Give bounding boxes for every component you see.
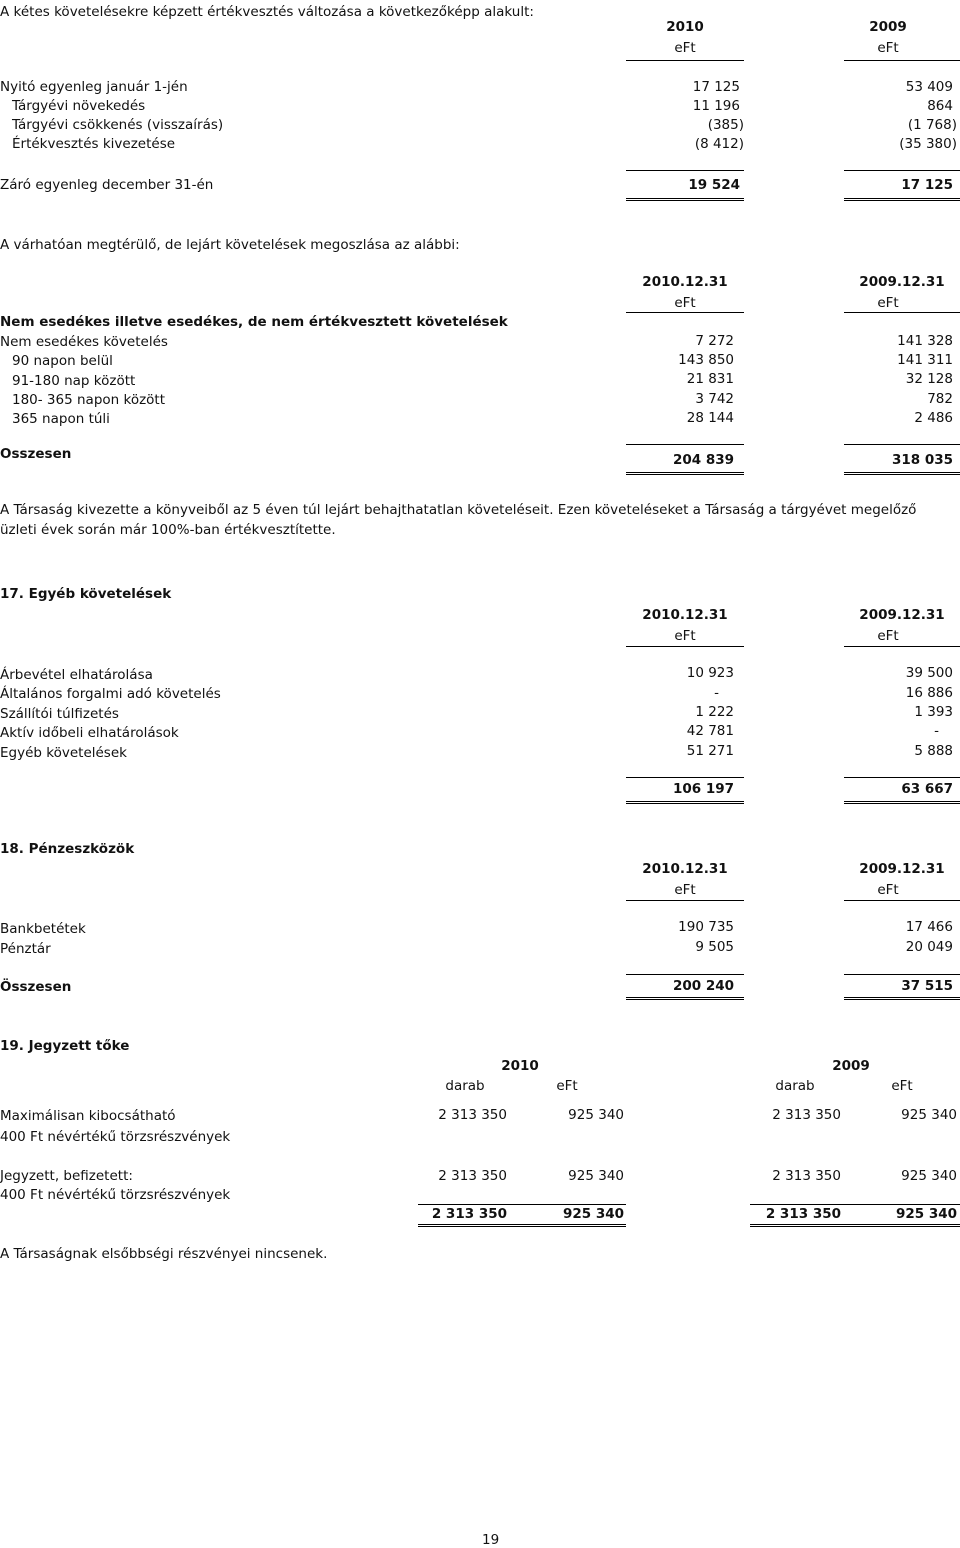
s4-title: 18. Pénzeszközök — [0, 841, 135, 857]
s4-header-rule-1 — [626, 900, 744, 901]
total-darab-2010: 2 313 350 — [431, 1206, 507, 1222]
total-2009: 63 667 — [901, 781, 953, 797]
row-label: Egyéb követelések — [0, 745, 127, 761]
s5-header-darab-2009: darab — [775, 1078, 815, 1094]
s4-double-rule-2 — [844, 997, 960, 1000]
value-2009: 20 049 — [905, 939, 953, 955]
value-2010: 7 272 — [695, 333, 734, 349]
row-label: Árbevétel elhatárolása — [0, 667, 153, 683]
s3-unit-2: eFt — [877, 628, 899, 644]
s5-year-2009: 2009 — [832, 1058, 870, 1074]
s4-double-rule-1 — [626, 997, 744, 1000]
s2-header-rule-1 — [626, 312, 744, 313]
s2-note-line-1: A Társaság kivezette a könyveiből az 5 éven túl lejárt behajthatatlan követeléseit. Ezen követeléseket a Társaság a tárgyévet megelőző — [0, 502, 917, 518]
value-2009: (1 768) — [907, 117, 957, 133]
s5-double-rule-2010 — [418, 1224, 626, 1227]
value-2010: (385) — [707, 117, 744, 133]
s1-header-rule-1 — [626, 60, 744, 61]
row-label-sub: 400 Ft névértékű törzsrészvények — [0, 1187, 231, 1203]
value-2009: 32 128 — [905, 371, 953, 387]
value-2010: 143 850 — [678, 352, 734, 368]
value-2009: 141 328 — [897, 333, 953, 349]
value-2010: 1 222 — [695, 704, 734, 720]
row-label: Szállítói túlfizetés — [0, 706, 119, 722]
darab-2009: 2 313 350 — [772, 1168, 841, 1184]
row-label: Általános forgalmi adó követelés — [0, 686, 221, 702]
s1-year-2010: 2010 — [666, 19, 704, 35]
s1-total-rule-1 — [626, 170, 744, 171]
s5-title: 19. Jegyzett tőke — [0, 1038, 130, 1054]
s5-total-rule-2010 — [418, 1204, 626, 1205]
s5-note: A Társaságnak elsőbbségi részvényei nincsenek. — [0, 1246, 328, 1262]
row-label: Bankbetétek — [0, 921, 86, 937]
s4-header-rule-2 — [844, 900, 960, 901]
row-label: Nem esedékes követelés — [0, 334, 168, 350]
value-2009: 864 — [927, 98, 953, 114]
total-label: Osszesen — [0, 446, 72, 462]
s5-year-2010: 2010 — [501, 1058, 539, 1074]
s1-intro: A kétes követelésekre képzett értékvesztés változása a következőképp alakult: — [0, 4, 534, 20]
s1-header-rule-2 — [844, 60, 960, 61]
row-label: Jegyzett, befizetett: — [0, 1168, 133, 1184]
total-2009: 37 515 — [901, 978, 953, 994]
value-2010: 42 781 — [686, 723, 734, 739]
row-label: 91-180 nap között — [12, 373, 136, 389]
s4-unit-2: eFt — [877, 882, 899, 898]
s4-unit-1: eFt — [674, 882, 696, 898]
row-label: Tárgyévi csökkenés (visszaírás) — [12, 117, 224, 133]
total-label: Összesen — [0, 979, 72, 995]
row-label: 365 napon túli — [12, 411, 110, 427]
total-2010: 106 197 — [672, 781, 734, 797]
value-2009: 17 466 — [905, 919, 953, 935]
total-darab-2009: 2 313 350 — [765, 1206, 841, 1222]
value-2010: 9 505 — [695, 939, 734, 955]
value-2010: 17 125 — [692, 79, 740, 95]
total-2009: 17 125 — [901, 177, 953, 193]
s1-total-rule-2 — [844, 170, 960, 171]
s3-header-rule-2 — [844, 646, 960, 647]
eft-2010: 925 340 — [568, 1107, 624, 1123]
s3-title: 17. Egyéb követelések — [0, 586, 172, 602]
total-2010: 19 524 — [688, 177, 740, 193]
value-2010: 190 735 — [678, 919, 734, 935]
row-label: 180- 365 napon között — [12, 392, 166, 408]
value-2009: (35 380) — [899, 136, 957, 152]
value-2010: 10 923 — [686, 665, 734, 681]
s2-intro: A várhatóan megtérülő, de lejárt követelések megoszlása az alábbi: — [0, 237, 460, 253]
darab-2010: 2 313 350 — [438, 1107, 507, 1123]
total-eft-2010: 925 340 — [562, 1206, 624, 1222]
s2-total-rule-2 — [844, 444, 960, 445]
s1-year-2009: 2009 — [869, 19, 907, 35]
value-2010: - — [714, 685, 719, 701]
value-2009: 16 886 — [905, 685, 953, 701]
row-label-sub: 400 Ft névértékű törzsrészvények — [0, 1129, 231, 1145]
row-label: Aktív időbeli elhatárolások — [0, 725, 179, 741]
value-2009: 2 486 — [914, 410, 953, 426]
s3-double-rule-1 — [626, 801, 744, 804]
row-label: Pénztár — [0, 941, 51, 957]
eft-2009: 925 340 — [901, 1107, 957, 1123]
s1-unit-1: eFt — [674, 40, 696, 56]
value-2009: 1 393 — [914, 704, 953, 720]
s3-header-rule-1 — [626, 646, 744, 647]
s2-date-2010: 2010.12.31 — [642, 274, 728, 290]
total-2010: 200 240 — [672, 978, 734, 994]
s5-header-darab-2010: darab — [445, 1078, 485, 1094]
total-eft-2009: 925 340 — [895, 1206, 957, 1222]
value-2010: 11 196 — [692, 98, 740, 114]
row-label: Értékvesztés kivezetése — [12, 136, 176, 152]
total-2010: 204 839 — [672, 452, 734, 468]
s4-total-rule-2 — [844, 974, 960, 975]
s3-date-2009: 2009.12.31 — [859, 607, 945, 623]
s2-total-rule-1 — [626, 444, 744, 445]
s5-header-eft-2010: eFt — [556, 1078, 578, 1094]
s2-double-rule-1 — [626, 472, 744, 475]
eft-2010: 925 340 — [568, 1168, 624, 1184]
s2-unit-1: eFt — [674, 295, 696, 311]
s3-unit-1: eFt — [674, 628, 696, 644]
total-label: Záró egyenleg december 31-én — [0, 177, 214, 193]
value-2009: 39 500 — [905, 665, 953, 681]
s2-date-2009: 2009.12.31 — [859, 274, 945, 290]
value-2009: 53 409 — [905, 79, 953, 95]
s2-note-line-2: üzleti évek során már 100%-ban értékvesztítette. — [0, 522, 336, 538]
darab-2009: 2 313 350 — [772, 1107, 841, 1123]
s4-date-2009: 2009.12.31 — [859, 861, 945, 877]
value-2009: 782 — [927, 391, 953, 407]
value-2009: - — [934, 723, 939, 739]
total-2009: 318 035 — [891, 452, 953, 468]
row-label: Nyitó egyenleg január 1-jén — [0, 79, 188, 95]
s1-unit-2: eFt — [877, 40, 899, 56]
s3-total-rule-1 — [626, 777, 744, 778]
s2-double-rule-2 — [844, 472, 960, 475]
s5-double-rule-2009 — [750, 1224, 960, 1227]
row-label: Tárgyévi növekedés — [12, 98, 146, 114]
value-2010: (8 412) — [694, 136, 744, 152]
s1-double-rule-1 — [626, 198, 744, 201]
s4-total-rule-1 — [626, 974, 744, 975]
row-label: 90 napon belül — [12, 353, 113, 369]
s1-double-rule-2 — [844, 198, 960, 201]
value-2009: 5 888 — [914, 743, 953, 759]
darab-2010: 2 313 350 — [438, 1168, 507, 1184]
value-2010: 51 271 — [686, 743, 734, 759]
value-2010: 21 831 — [686, 371, 734, 387]
row-label: Maximálisan kibocsátható — [0, 1108, 176, 1124]
s5-header-eft-2009: eFt — [891, 1078, 913, 1094]
s2-unit-2: eFt — [877, 295, 899, 311]
page-number: 19 — [482, 1532, 500, 1548]
s2-heading: Nem esedékes illetve esedékes, de nem értékvesztett követelések — [0, 314, 508, 330]
s3-date-2010: 2010.12.31 — [642, 607, 728, 623]
value-2009: 141 311 — [897, 352, 953, 368]
s5-total-rule-2009 — [750, 1204, 960, 1205]
value-2010: 3 742 — [695, 391, 734, 407]
value-2010: 28 144 — [686, 410, 734, 426]
s2-header-rule-2 — [844, 312, 960, 313]
eft-2009: 925 340 — [901, 1168, 957, 1184]
s4-date-2010: 2010.12.31 — [642, 861, 728, 877]
s3-double-rule-2 — [844, 801, 960, 804]
s3-total-rule-2 — [844, 777, 960, 778]
